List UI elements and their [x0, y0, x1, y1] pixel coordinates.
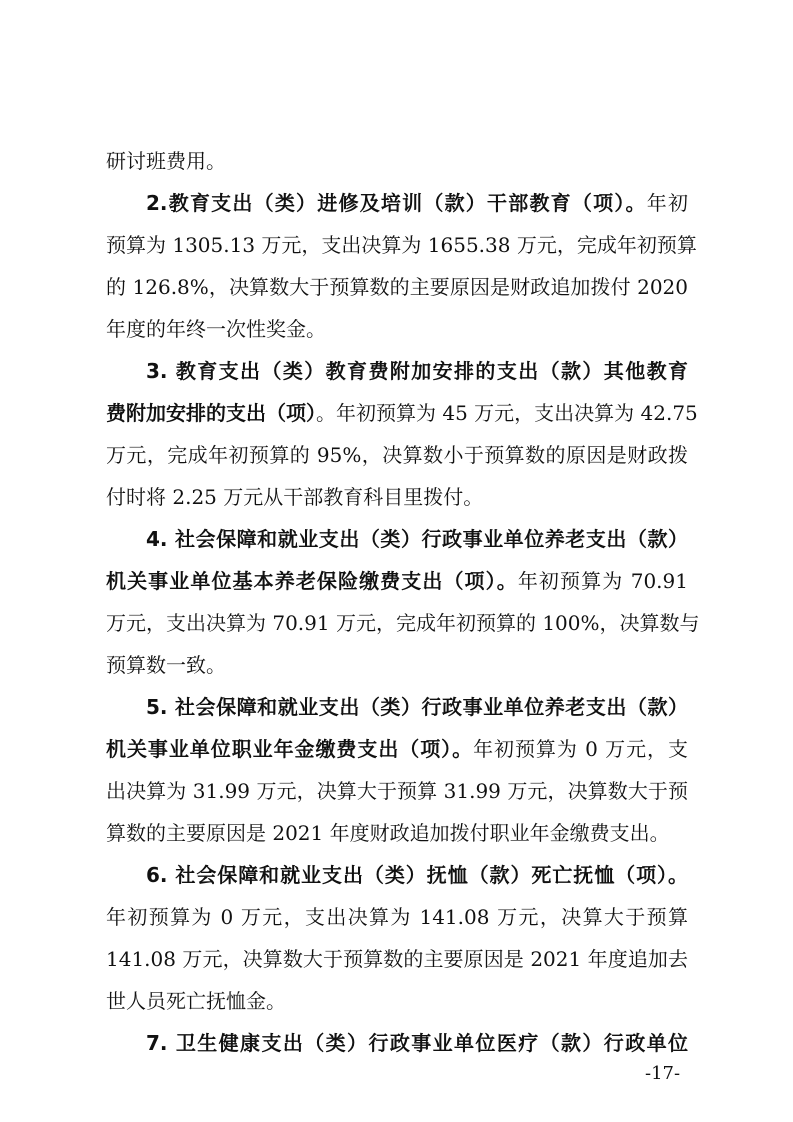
paragraph-line: 算数的主要原因是 2021 年度财政追加拨付职业年金缴费支出。: [106, 821, 670, 845]
paragraph-line: 年初预算为 0 万元，支出决算为 141.08 万元，决算大于预算: [106, 905, 688, 929]
paragraph-heading-line: 7. 卫生健康支出（类）行政事业单位医疗（款）行政单位: [146, 1031, 688, 1055]
paragraph-heading-line: 6. 社会保障和就业支出（类）抚恤（款）死亡抚恤（项）。: [146, 863, 688, 887]
paragraph-line: 出决算为 31.99 万元，决算大于预算 31.99 万元，决算数大于预: [106, 779, 688, 803]
paragraph-heading-line: 5. 社会保障和就业支出（类）行政事业单位养老支出（款）: [146, 695, 688, 719]
paragraph-heading-line: 2.教育支出（类）进修及培训（款）干部教育（项）。年初: [146, 191, 689, 215]
paragraph-line: 年度的年终一次性奖金。: [106, 317, 326, 341]
page-number: -17-: [645, 1063, 681, 1084]
paragraph-heading-line: 机关事业单位职业年金缴费支出（项）。年初预算为 0 万元，支: [106, 737, 688, 761]
paragraph-heading-line: 4. 社会保障和就业支出（类）行政事业单位养老支出（款）: [146, 527, 688, 551]
paragraph-line: 预算数一致。: [106, 653, 226, 677]
paragraph-heading-line: 3. 教育支出（类）教育费附加安排的支出（款）其他教育: [146, 359, 688, 383]
paragraph-line: 141.08 万元，决算数大于预算数的主要原因是 2021 年度追加去: [106, 947, 688, 971]
paragraph-line: 研讨班费用。: [106, 149, 226, 173]
paragraph-line: 万元，支出决算为 70.91 万元，完成年初预算的 100%，决算数与: [106, 611, 700, 635]
paragraph-line: 预算为 1305.13 万元，支出决算为 1655.38 万元，完成年初预算: [106, 233, 697, 257]
paragraph-line: 万元，完成年初预算的 95%，决算数小于预算数的原因是财政拨: [106, 443, 688, 467]
paragraph-heading-line: 机关事业单位基本养老保险缴费支出（项）。年初预算为 70.91: [106, 569, 688, 593]
paragraph-heading-line: 费附加安排的支出（项）。年初预算为 45 万元，支出决算为 42.75: [106, 401, 698, 425]
paragraph-line: 的 126.8%，决算数大于预算数的主要原因是财政追加拨付 2020: [106, 275, 688, 299]
paragraph-line: 世人员死亡抚恤金。: [106, 989, 286, 1013]
paragraph-line: 付时将 2.25 万元从干部教育科目里拨付。: [106, 485, 484, 509]
